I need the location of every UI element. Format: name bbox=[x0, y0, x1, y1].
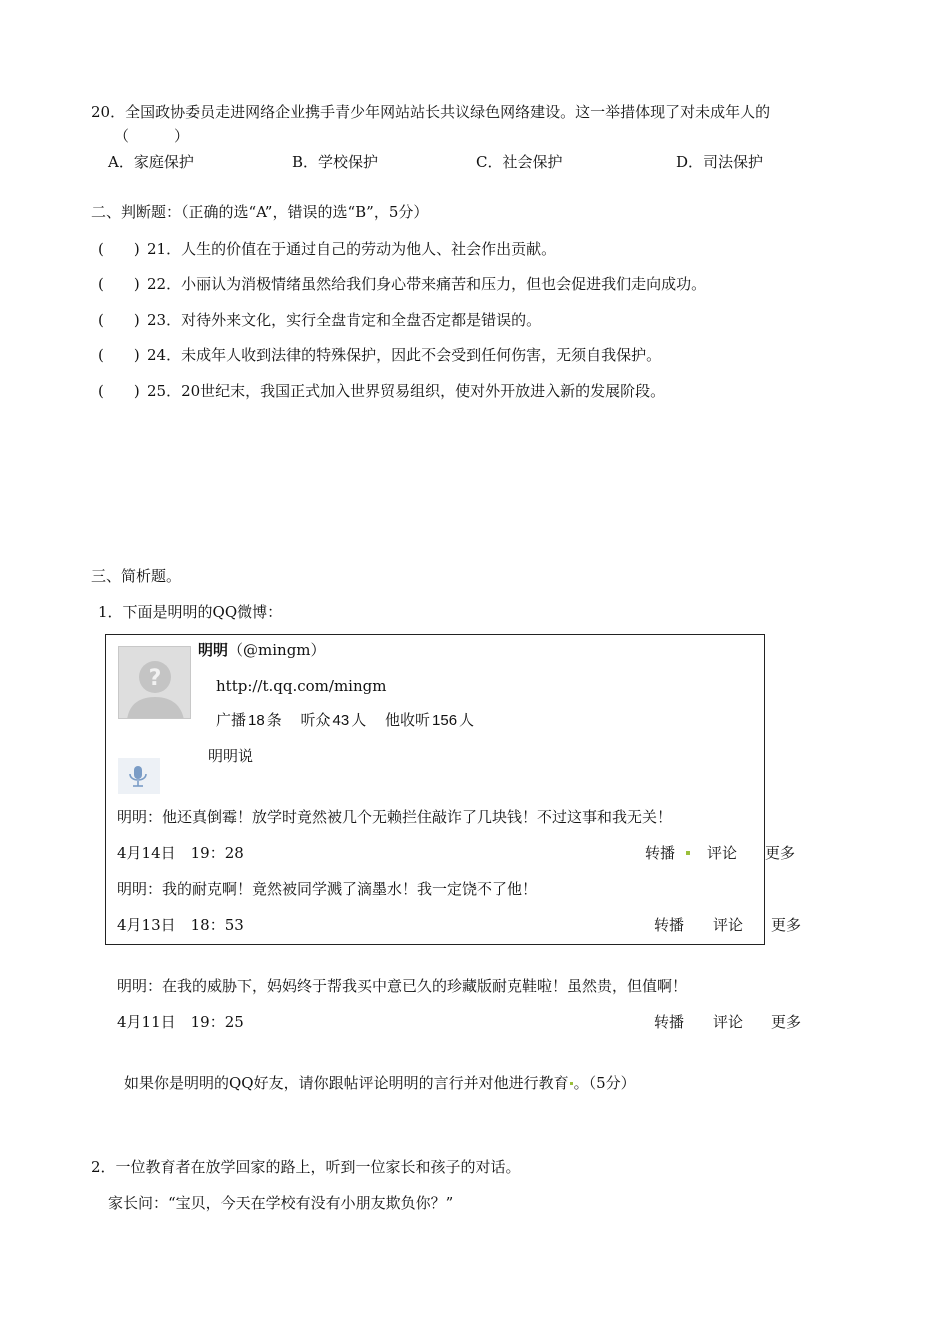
q2-intro: 2．一位教育者在放学回家的路上，听到一位家长和孩子的对话。 bbox=[91, 1158, 521, 1176]
repost-button[interactable]: 转播 bbox=[654, 1013, 685, 1031]
post-text: 明明：在我的威胁下，妈妈终于帮我买中意已久的珍藏版耐克鞋啦！虽然贵，但值啊！ bbox=[117, 977, 688, 995]
judge-item-21: 21．人生的价值在于通过自己的劳动为他人、社会作出贡献。 bbox=[147, 240, 557, 258]
listeners-unit: 人 bbox=[351, 711, 367, 729]
q1-intro: 1．下面是明明的QQ微博： bbox=[98, 603, 283, 621]
more-button[interactable]: 更多 bbox=[765, 844, 796, 862]
judge-paren-21: ( ) bbox=[98, 240, 140, 258]
judge-paren-25: ( ) bbox=[98, 382, 140, 400]
q20-option-c: C．社会保护 bbox=[476, 153, 563, 171]
weibo-url[interactable]: http://t.qq.com/mingm bbox=[216, 677, 387, 695]
judge-paren-24: ( ) bbox=[98, 346, 140, 364]
q20-answer-blank: （ ） bbox=[114, 127, 190, 145]
q1-task-score: 。（5分） bbox=[573, 1074, 636, 1092]
judge-paren-22: ( ) bbox=[98, 275, 140, 293]
post-text: 明明：我的耐克啊！竟然被同学溅了滴墨水！我一定饶不了他！ bbox=[117, 880, 538, 898]
q1-task bbox=[124, 1073, 636, 1093]
post-time: 4月14日 19：28 bbox=[117, 844, 244, 862]
repost-button[interactable]: 转播 bbox=[645, 844, 676, 862]
q1-task-text: 如果你是明明的QQ好友，请你跟帖评论明明的言行并对他进行教育 bbox=[124, 1074, 569, 1092]
avatar bbox=[118, 646, 191, 719]
judge-item-22: 22．小丽认为消极情绪虽然给我们身心带来痛苦和压力，但也会促进我们走向成功。 bbox=[147, 275, 707, 293]
broadcast-unit: 条 bbox=[266, 711, 282, 729]
broadcast-label: 广播 bbox=[216, 711, 247, 729]
repost-button[interactable]: 转播 bbox=[654, 916, 685, 934]
judge-paren-23: ( ) bbox=[98, 311, 140, 329]
post-text: 明明：他还真倒霉！放学时竟然被几个无赖拦住敲诈了几块钱！不过这事和我无关！ bbox=[117, 808, 673, 826]
weibo-says: 明明说 bbox=[208, 747, 254, 765]
comment-button[interactable]: 评论 bbox=[707, 844, 738, 862]
listening-label: 他收听 bbox=[385, 711, 431, 729]
svg-text:?: ? bbox=[148, 666, 162, 691]
weibo-stats bbox=[216, 710, 474, 731]
post-time: 4月13日 18：53 bbox=[117, 916, 244, 934]
more-button[interactable]: 更多 bbox=[771, 916, 802, 934]
microphone-icon bbox=[118, 758, 160, 794]
separator-dot bbox=[570, 1082, 573, 1085]
broadcast-count[interactable]: 18 bbox=[248, 712, 265, 729]
q20-stem: 20．全国政协委员走进网络企业携手青少年网站站长共议绿色网络建设。这一举措体现了对未成年人的 bbox=[91, 103, 771, 121]
section2-title: 二、判断题：（正确的选“A”，错误的选“B”，5分） bbox=[91, 203, 429, 221]
weibo-handle: （@mingm） bbox=[228, 641, 326, 659]
section3-title: 三、简析题。 bbox=[91, 567, 182, 585]
judge-item-23: 23．对待外来文化，实行全盘肯定和全盘否定都是错误的。 bbox=[147, 311, 542, 329]
weibo-name-line bbox=[198, 640, 326, 660]
judge-item-24: 24．未成年人收到法律的特殊保护，因此不会受到任何伤害，无须自我保护。 bbox=[147, 346, 662, 364]
more-button[interactable]: 更多 bbox=[771, 1013, 802, 1031]
comment-button[interactable]: 评论 bbox=[713, 916, 744, 934]
separator-dot bbox=[682, 843, 696, 863]
post-time: 4月11日 19：25 bbox=[117, 1013, 244, 1031]
listening-count[interactable]: 156 bbox=[432, 712, 458, 729]
q20-option-b: B．学校保护 bbox=[292, 153, 379, 171]
listening-unit: 人 bbox=[459, 711, 475, 729]
listeners-count[interactable]: 43 bbox=[332, 712, 350, 729]
q20-option-a: A．家庭保护 bbox=[108, 153, 194, 171]
comment-button[interactable]: 评论 bbox=[713, 1013, 744, 1031]
judge-item-25: 25．20世纪末，我国正式加入世界贸易组织，使对外开放进入新的发展阶段。 bbox=[147, 382, 666, 400]
weibo-username[interactable]: 明明 bbox=[198, 641, 229, 659]
q20-option-d: D．司法保护 bbox=[676, 153, 764, 171]
q2-dialogue-line: 家长问：“宝贝，今天在学校有没有小朋友欺负你？” bbox=[108, 1194, 454, 1212]
listeners-label: 听众 bbox=[300, 711, 331, 729]
avatar-placeholder-icon bbox=[119, 647, 191, 719]
